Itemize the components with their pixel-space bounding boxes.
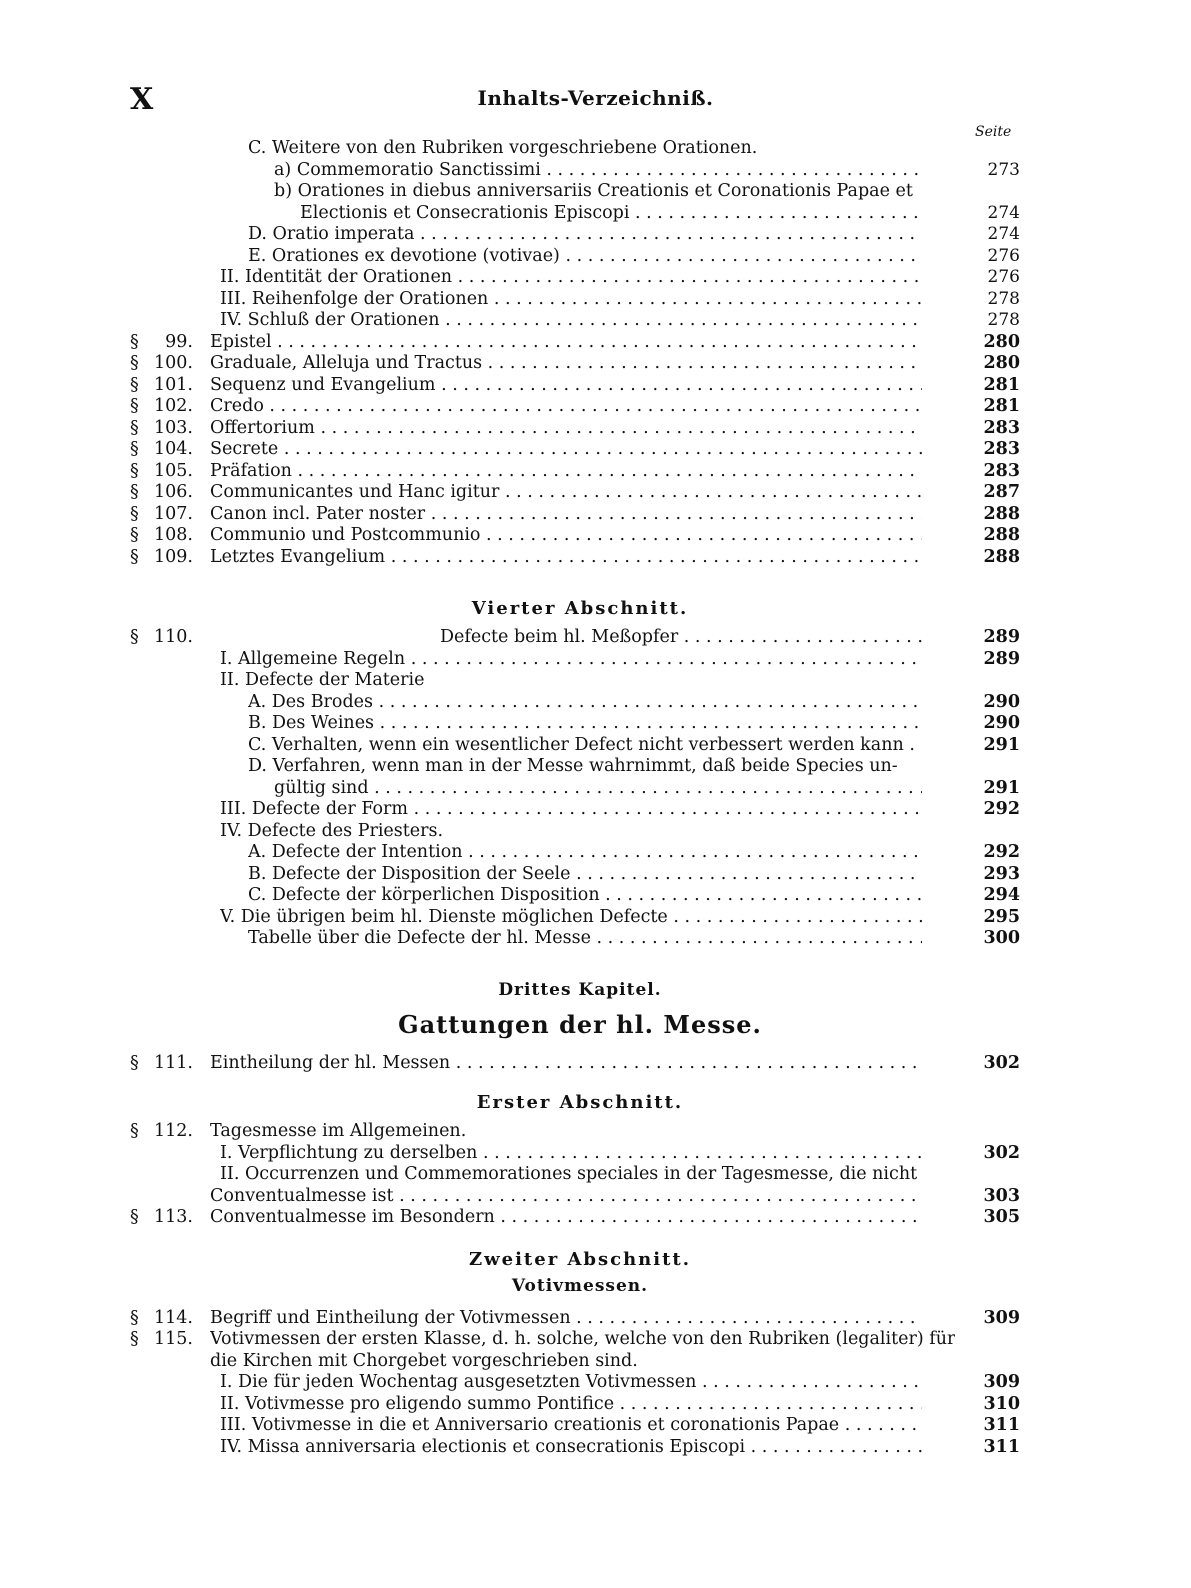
toc-entry-title: Canon incl. Pater noster . . .	[210, 504, 922, 526]
toc-entry	[130, 181, 1030, 203]
running-head: Inhalts-Verzeichniß.	[477, 86, 714, 110]
toc-entry	[130, 1053, 1030, 1075]
toc-entry-page: 288	[983, 525, 1020, 545]
section-symbol: §	[130, 546, 139, 567]
toc-entry-title: II. Defecte der Materie	[220, 670, 425, 690]
toc-entry-number: 110.	[154, 627, 193, 647]
toc-entry	[130, 203, 1030, 225]
section-symbol: §	[130, 417, 139, 438]
toc-entry-page: 283	[983, 460, 1020, 481]
toc-entry-page: 291	[983, 734, 1020, 755]
toc-entry-title: Defecte beim hl. Meßopfer . . .	[440, 627, 922, 649]
toc-entry	[130, 1329, 1030, 1351]
toc-entry	[130, 418, 1030, 440]
toc-entry-number: 111.	[154, 1052, 193, 1073]
toc-entry	[130, 1394, 1030, 1416]
toc-entry-page: 281	[983, 374, 1020, 395]
toc-entry-page: 292	[983, 799, 1020, 819]
toc-entry-title: B. Des Weines . . .	[248, 713, 922, 735]
toc-entry-number: 106.	[154, 482, 193, 502]
toc-entry-number: 105.	[154, 460, 193, 481]
toc-entry-title: I. Verpflichtung zu derselben . . .	[220, 1143, 922, 1165]
toc-entry-title: A. Defecte der Intention . . .	[248, 842, 922, 864]
toc-entry-number: 112.	[154, 1121, 193, 1141]
toc-block-d	[130, 1121, 1030, 1229]
toc-entry-title: b) Orationes in diebus anniversariis Creationis et Coronationis Papae et	[274, 181, 913, 201]
toc-entry	[130, 160, 1030, 182]
toc-entry	[130, 1186, 1030, 1208]
toc-entry-page: 276	[987, 267, 1020, 287]
toc-entry-page: 292	[983, 842, 1020, 862]
toc-entry-title: IV. Defecte des Priesters.	[220, 820, 444, 841]
toc-entry	[130, 461, 1030, 483]
toc-entry-page: 309	[983, 1307, 1020, 1328]
toc-entry-title: Communio und Postcommunio . . .	[210, 525, 922, 547]
toc-entry-page: 289	[983, 627, 1020, 647]
toc-entry	[130, 375, 1030, 397]
page-number: X	[130, 82, 154, 117]
seite-label: Seite	[975, 124, 1012, 140]
toc-entry	[130, 332, 1030, 354]
table-of-contents	[130, 138, 1030, 1458]
toc-entry-page: 288	[983, 546, 1020, 567]
toc-entry-page: 305	[983, 1207, 1020, 1227]
toc-block-b	[130, 627, 1030, 950]
toc-block-a	[130, 138, 1030, 568]
toc-entry-title: Tagesmesse im Allgemeinen.	[210, 1121, 467, 1141]
toc-entry-page: 310	[983, 1393, 1020, 1414]
toc-entry	[130, 735, 1030, 757]
toc-entry-number: 100.	[154, 353, 193, 373]
section-symbol: §	[130, 482, 139, 502]
toc-entry	[130, 1121, 1030, 1143]
heading-zweiter-abschnitt: Zweiter Abschnitt.	[469, 1248, 691, 1270]
section-symbol: §	[130, 331, 139, 352]
toc-entry-title: V. Die übrigen beim hl. Dienste möglichen Defecte . . .	[220, 907, 922, 929]
toc-entry-page: 278	[987, 310, 1020, 330]
toc-entry-page: 290	[983, 691, 1020, 712]
toc-entry-title: II. Identität der Orationen . . .	[220, 267, 922, 289]
section-symbol: §	[130, 1329, 139, 1349]
toc-entry-title: Sequenz und Evangelium . . .	[210, 375, 922, 397]
toc-entry	[130, 267, 1030, 289]
toc-entry-page: 290	[983, 713, 1020, 733]
toc-entry-title: IV. Missa anniversaria electionis et consecrationis Episcopi . . .	[220, 1437, 922, 1459]
toc-entry	[130, 864, 1030, 886]
toc-entry-title: Secrete . . .	[210, 439, 922, 461]
toc-entry	[130, 885, 1030, 907]
toc-entry	[130, 1372, 1030, 1394]
toc-entry	[130, 627, 1030, 649]
toc-entry-number: 103.	[154, 417, 193, 438]
toc-entry-page: 283	[983, 417, 1020, 438]
toc-block-c	[130, 1053, 1030, 1075]
toc-entry	[130, 1207, 1030, 1229]
toc-entry	[130, 547, 1030, 569]
toc-entry-title: Conventualmesse im Besondern . . .	[210, 1207, 922, 1229]
toc-entry	[130, 525, 1030, 547]
toc-entry	[130, 1143, 1030, 1165]
toc-entry-number: 115.	[154, 1329, 193, 1349]
toc-entry	[130, 1415, 1030, 1437]
toc-entry	[130, 799, 1030, 821]
toc-entry-title: I. Allgemeine Regeln . . .	[220, 649, 922, 671]
toc-entry-page: 291	[983, 777, 1020, 798]
toc-entry-title: Tabelle über die Defecte der hl. Messe . . .	[248, 928, 922, 950]
toc-entry-page: 280	[983, 331, 1020, 352]
toc-entry	[130, 713, 1030, 735]
toc-entry-number: 107.	[154, 503, 193, 524]
toc-entry	[130, 821, 1030, 843]
toc-entry-title: III. Defecte der Form . . .	[220, 799, 922, 821]
section-symbol: §	[130, 460, 139, 481]
toc-entry-page: 274	[987, 224, 1020, 244]
toc-entry-page: 278	[987, 288, 1020, 309]
toc-entry-number: 99.	[165, 331, 193, 352]
toc-entry-title: Electionis et Consecrationis Episcopi . . .	[300, 203, 922, 225]
toc-entry-page: 311	[983, 1436, 1020, 1457]
toc-entry-title: IV. Schluß der Orationen . . .	[220, 310, 922, 332]
heading-votivmessen: Votivmessen.	[511, 1275, 649, 1296]
section-symbol: §	[130, 503, 139, 524]
toc-entry-title: Graduale, Alleluja und Tractus . . .	[210, 353, 922, 375]
toc-entry	[130, 138, 1030, 160]
toc-entry	[130, 439, 1030, 461]
toc-entry-title: a) Commemoratio Sanctissimi . . .	[274, 160, 922, 182]
toc-entry-page: 309	[983, 1372, 1020, 1392]
toc-entry-page: 303	[983, 1185, 1020, 1206]
toc-entry	[130, 289, 1030, 311]
toc-entry-title: Epistel . . .	[210, 332, 922, 354]
toc-entry	[130, 907, 1030, 929]
toc-entry	[130, 224, 1030, 246]
toc-entry	[130, 778, 1030, 800]
toc-entry-number: 109.	[154, 546, 193, 567]
section-symbol: §	[130, 1307, 139, 1328]
toc-entry	[130, 756, 1030, 778]
toc-entry-title: II. Votivmesse pro eligendo summo Pontifice . . .	[220, 1394, 922, 1416]
toc-entry	[130, 396, 1030, 418]
toc-entry-page: 288	[983, 503, 1020, 524]
toc-entry-page: 280	[983, 353, 1020, 373]
toc-entry	[130, 692, 1030, 714]
toc-entry-page: 302	[983, 1142, 1020, 1163]
toc-entry-page: 311	[983, 1415, 1020, 1435]
toc-entry-title: III. Reihenfolge der Orationen . . .	[220, 289, 922, 311]
toc-entry-title: B. Defecte der Disposition der Seele . . .	[248, 864, 922, 886]
toc-entry	[130, 1164, 1030, 1186]
toc-entry-title: C. Verhalten, wenn ein wesentlicher Defect nicht verbessert werden kann . . .	[248, 735, 922, 757]
toc-entry-page: 302	[983, 1052, 1020, 1073]
toc-entry-title: Letztes Evangelium . . .	[210, 547, 922, 569]
toc-entry-title: A. Des Brodes . . .	[248, 692, 922, 714]
toc-entry-title: gültig sind . . .	[274, 778, 922, 800]
section-symbol: §	[130, 525, 139, 545]
toc-entry-title: Eintheilung der hl. Messen . . .	[210, 1053, 922, 1075]
toc-entry-page: 287	[983, 482, 1020, 502]
toc-entry-title: die Kirchen mit Chorgebet vorgeschrieben sind.	[210, 1350, 638, 1371]
section-symbol: §	[130, 1207, 139, 1227]
toc-entry-page: 276	[987, 245, 1020, 266]
toc-entry-title: E. Orationes ex devotione (votivae) . . .	[248, 246, 922, 268]
toc-entry-number: 101.	[154, 374, 193, 395]
section-symbol: §	[130, 627, 139, 647]
section-symbol: §	[130, 439, 139, 459]
toc-entry-page: 300	[983, 928, 1020, 948]
toc-entry	[130, 670, 1030, 692]
heading-gattungen: Gattungen der hl. Messe.	[398, 1009, 762, 1039]
toc-entry	[130, 1351, 1030, 1373]
toc-entry	[130, 649, 1030, 671]
toc-block-e	[130, 1308, 1030, 1459]
toc-entry-page: 293	[983, 863, 1020, 884]
toc-entry-number: 108.	[154, 525, 193, 545]
toc-entry	[130, 1308, 1030, 1330]
toc-entry-page: 274	[987, 202, 1020, 223]
heading-erster-abschnitt: Erster Abschnitt.	[476, 1092, 684, 1113]
toc-entry-title: III. Votivmesse in die et Anniversario creationis et coronationis Papae . . .	[220, 1415, 922, 1437]
toc-entry-title: D. Verfahren, wenn man in der Messe wahrnimmt, daß beide Species un-	[248, 756, 898, 776]
toc-entry-page: 294	[983, 885, 1020, 905]
toc-entry-page: 295	[983, 906, 1020, 927]
toc-entry	[130, 482, 1030, 504]
toc-entry-page: 283	[983, 439, 1020, 459]
section-symbol: §	[130, 353, 139, 373]
section-symbol: §	[130, 374, 139, 395]
toc-entry	[130, 246, 1030, 268]
toc-entry-number: 102.	[154, 396, 193, 416]
section-symbol: §	[130, 1121, 139, 1141]
heading-drittes-kapitel: Drittes Kapitel.	[498, 979, 662, 1000]
toc-entry-title: C. Weitere von den Rubriken vorgeschriebene Orationen.	[248, 138, 758, 158]
section-symbol: §	[130, 396, 139, 416]
toc-entry-page: 281	[983, 396, 1020, 416]
toc-entry	[130, 928, 1030, 950]
toc-entry-title: Credo . . .	[210, 396, 922, 418]
toc-entry-title: Conventualmesse ist . . .	[210, 1186, 922, 1208]
toc-entry-title: Communicantes und Hanc igitur . . .	[210, 482, 922, 504]
toc-entry-page: 273	[987, 159, 1020, 180]
toc-entry	[130, 1437, 1030, 1459]
toc-entry-title: I. Die für jeden Wochentag ausgesetzten Votivmessen . . .	[220, 1372, 922, 1394]
toc-entry-title: C. Defecte der körperlichen Disposition . . .	[248, 885, 922, 907]
toc-entry-title: Präfation . . .	[210, 461, 922, 483]
toc-entry-title: II. Occurrenzen und Commemorationes speciales in der Tagesmesse, die nicht	[220, 1164, 918, 1184]
toc-entry-title: Votivmessen der ersten Klasse, d. h. solche, welche von den Rubriken (legaliter) für	[210, 1329, 956, 1349]
section-symbol: §	[130, 1052, 139, 1073]
toc-entry-number: 104.	[154, 439, 193, 459]
toc-entry-number: 114.	[154, 1307, 193, 1328]
toc-entry-page: 289	[983, 648, 1020, 669]
toc-entry	[130, 504, 1030, 526]
toc-entry-number: 113.	[154, 1207, 193, 1227]
toc-entry-title: Offertorium . . .	[210, 418, 922, 440]
toc-entry	[130, 310, 1030, 332]
heading-vierter-abschnitt: Vierter Abschnitt.	[471, 598, 689, 619]
toc-entry-title: D. Oratio imperata . . .	[248, 224, 922, 246]
toc-entry-title: Begriff und Eintheilung der Votivmessen . . .	[210, 1308, 922, 1330]
toc-entry	[130, 353, 1030, 375]
toc-entry	[130, 842, 1030, 864]
